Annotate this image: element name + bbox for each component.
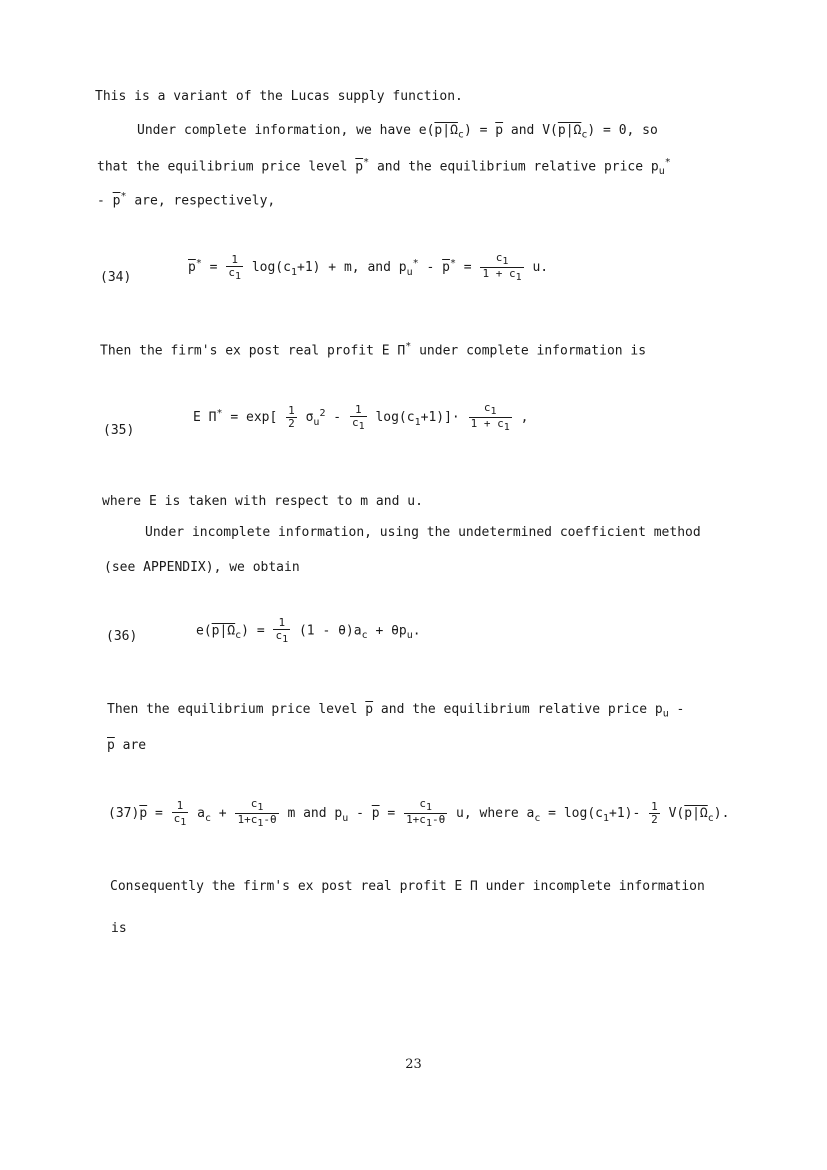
equation-number: (34): [100, 270, 132, 285]
equation-34: $\overline{p}^*$ = $\frac{1}{c_1}$ $\log(c_1+1) + m$, and $p_u^* - \overline{p}^*$ = $\frac{c_1}{1 + c_1}$ u.: [188, 251, 549, 284]
paragraph-line: (see APPENDIX), we obtain: [104, 560, 300, 575]
paragraph-line: Under complete information, we have $e(p|\Omega_c) = \overline{p}$ and $V(p|\Omega_c) = 0$, so: [137, 123, 658, 141]
paragraph-line: is: [111, 921, 127, 936]
paragraph-line: - $\overline{p}^*$ are, respectively,: [97, 191, 276, 209]
paragraph-line: Under incomplete information, using the undetermined coefficient method: [145, 525, 701, 540]
equation-number: (36): [106, 629, 138, 644]
paragraph-line: that the equilibrium price level $\overline{p}^*$ and the equilibrium relative price $p_u^*$: [97, 157, 671, 177]
equation-37: $(37)\overline{p}$ = $\frac{1}{c_1}$ $a_c$ + $\frac{c_1}{1+c_1-\theta}$ m and $p_u - \overline{p}$ = $\frac{c_1}{1+c_1-\theta}$ u, where $a_c = \log(c_1+1)-$ $\frac{1}{2}$ $V(p|\Omega_c)$.: [108, 797, 730, 830]
page-number: 23: [405, 1057, 422, 1072]
equation-35: E Π* = exp[ $\frac{1}{2}$ $\sigma_u^2$ - $\frac{1}{c_1}$ $\log(c_1+1)]\cdot$ $\frac{c_1}{1 + c_1}$ ,: [193, 401, 529, 434]
equation-36: $e(p|\Omega_c)$ = $\frac{1}{c_1}$ $(1 - \theta)a_c + \theta p_u$.: [196, 616, 421, 646]
equation-number: (35): [103, 423, 135, 438]
paragraph-line: $\overline{p}$ are: [107, 738, 147, 753]
paragraph-line: This is a variant of the Lucas supply function.: [95, 89, 463, 104]
paragraph-line: Then the equilibrium price level $\overline{p}$ and the equilibrium relative price $p_u$ -: [107, 702, 685, 720]
paragraph-line: Consequently the firm's ex post real profit E Π under incomplete information: [110, 879, 705, 894]
paragraph-line: where E is taken with respect to m and u.: [102, 494, 423, 509]
paragraph-line: Then the firm's ex post real profit E Π* under complete information is: [100, 341, 647, 359]
